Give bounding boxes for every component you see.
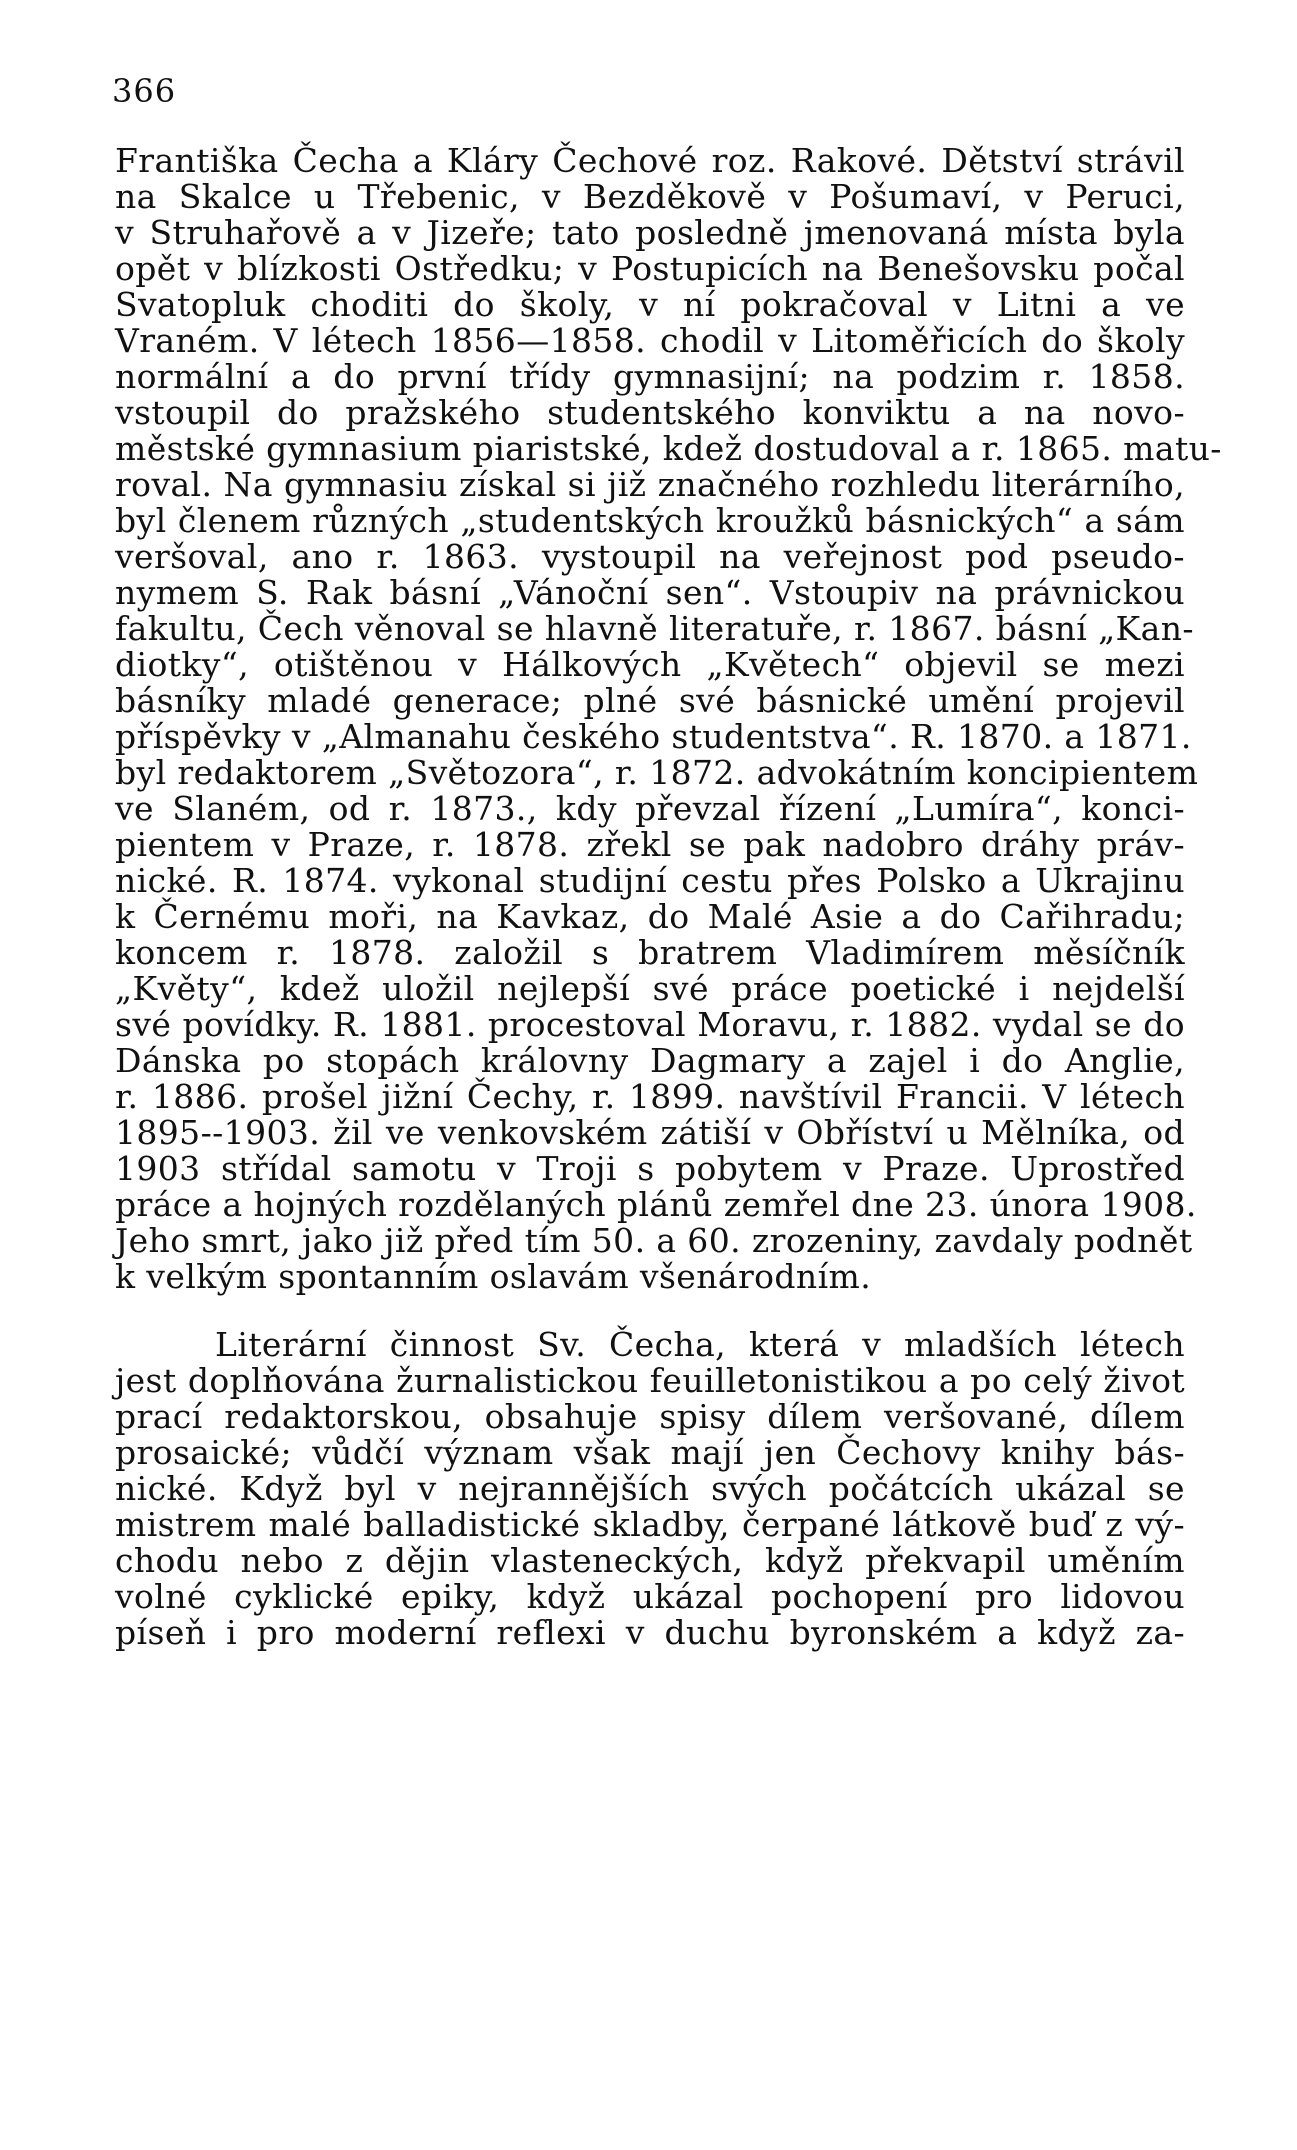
text-line: své povídky. R. 1881. procestoval Moravu, r. 1882. vydal se do (115, 1005, 1185, 1044)
text-line: „Květy“, kdež uložil nejlepší své práce poetické i nejdelší (115, 969, 1185, 1008)
text-line: byl redaktorem „Světozora“, r. 1872. advokátním koncipientem (115, 753, 1199, 792)
text-line: diotky“, otištěnou v Hálkových „Květech“ objevil se mezi (115, 645, 1185, 684)
text-line: fakultu, Čech věnoval se hlavně literatuře, r. 1867. básní „Kan- (115, 609, 1194, 648)
text-line: r. 1886. prošel jižní Čechy, r. 1899. navštívil Francii. V létech (115, 1077, 1185, 1116)
text-line: koncem r. 1878. založil s bratrem Vladimírem měsíčník (115, 933, 1185, 972)
text-line: jest doplňována žurnalistickou feuilletonistikou a po celý život (115, 1361, 1185, 1400)
text-line: nymem S. Rak básní „Vánoční sen“. Vstoupiv na právnickou (115, 573, 1185, 612)
text-line: opět v blízkosti Ostředku; v Postupicích na Benešovsku počal (115, 249, 1185, 288)
text-line: práce a hojných rozdělaných plánů zemřel dne 23. února 1908. (115, 1185, 1197, 1224)
text-line: nické. R. 1874. vykonal studijní cestu přes Polsko a Ukrajinu (115, 861, 1185, 900)
text-line: 1903 střídal samotu v Troji s pobytem v Praze. Uprostřed (115, 1149, 1185, 1188)
text-line: v Struhařově a v Jizeře; tato posledně jmenovaná místa byla (115, 213, 1185, 252)
text-line: k Černému moři, na Kavkaz, do Malé Asie a do Cařihradu; (115, 897, 1185, 936)
text-line: Vraném. V létech 1856—1858. chodil v Litoměřicích do školy (115, 321, 1185, 360)
text-line: roval. Na gymnasiu získal si již značného rozhledu literárního, (115, 465, 1185, 504)
text-line: Svatopluk choditi do školy, v ní pokračoval v Litni a ve (115, 285, 1185, 324)
text-line: volné cyklické epiky, když ukázal pochopení pro lidovou (115, 1577, 1185, 1616)
text-line: ve Slaném, od r. 1873., kdy převzal řízení „Lumíra“, konci- (115, 789, 1185, 828)
text-line: mistrem malé balladistické skladby, čerpané látkově buď z vý- (115, 1505, 1185, 1544)
text-line: prací redaktorskou, obsahuje spisy dílem veršované, dílem (115, 1397, 1185, 1436)
text-line: příspěvky v „Almanahu českého studentstva“. R. 1870. a 1871. (115, 717, 1192, 756)
text-line: 1895--1903. žil ve venkovském zátiší v Obříství u Mělníka, od (115, 1113, 1185, 1152)
page-number: 366 (112, 72, 177, 110)
text-line: píseň i pro moderní reflexi v duchu byronském a když za- (115, 1613, 1185, 1652)
text-line: městské gymnasium piaristské, kdež dostudoval a r. 1865. matu- (115, 429, 1222, 468)
text-line: Dánska po stopách královny Dagmary a zajel i do Anglie, (115, 1041, 1185, 1080)
text-line: chodu nebo z dějin vlasteneckých, když překvapil uměním (115, 1541, 1185, 1580)
text-line: veršoval, ano r. 1863. vystoupil na veřejnost pod pseudo- (115, 537, 1185, 576)
text-line: normální a do první třídy gymnasijní; na podzim r. 1858. (115, 357, 1185, 396)
text-line: Literární činnost Sv. Čecha, která v mladších létech (215, 1325, 1185, 1364)
text-line: Jeho smrt, jako již před tím 50. a 60. zrozeniny, zavdaly podnět (115, 1221, 1193, 1260)
text-line: na Skalce u Třebenic, v Bezděkově v Pošumaví, v Peruci, (115, 177, 1185, 216)
text-line: Františka Čecha a Kláry Čechové roz. Rakové. Dětství strávil (115, 141, 1185, 180)
text-line: byl členem různých „studentských kroužků básnických“ a sám (115, 501, 1185, 540)
text-line: k velkým spontanním oslavám všenárodním. (115, 1257, 872, 1296)
text-line: básníky mladé generace; plné své básnické umění projevil (115, 681, 1185, 720)
text-line: pientem v Praze, r. 1878. zřekl se pak nadobro dráhy práv- (115, 825, 1185, 864)
text-line: prosaické; vůdčí význam však mají jen Čechovy knihy bás- (115, 1433, 1185, 1472)
text-line: nické. Když byl v nejrannějších svých počátcích ukázal se (115, 1469, 1185, 1508)
text-line: vstoupil do pražského studentského konviktu a na novo- (115, 393, 1185, 432)
